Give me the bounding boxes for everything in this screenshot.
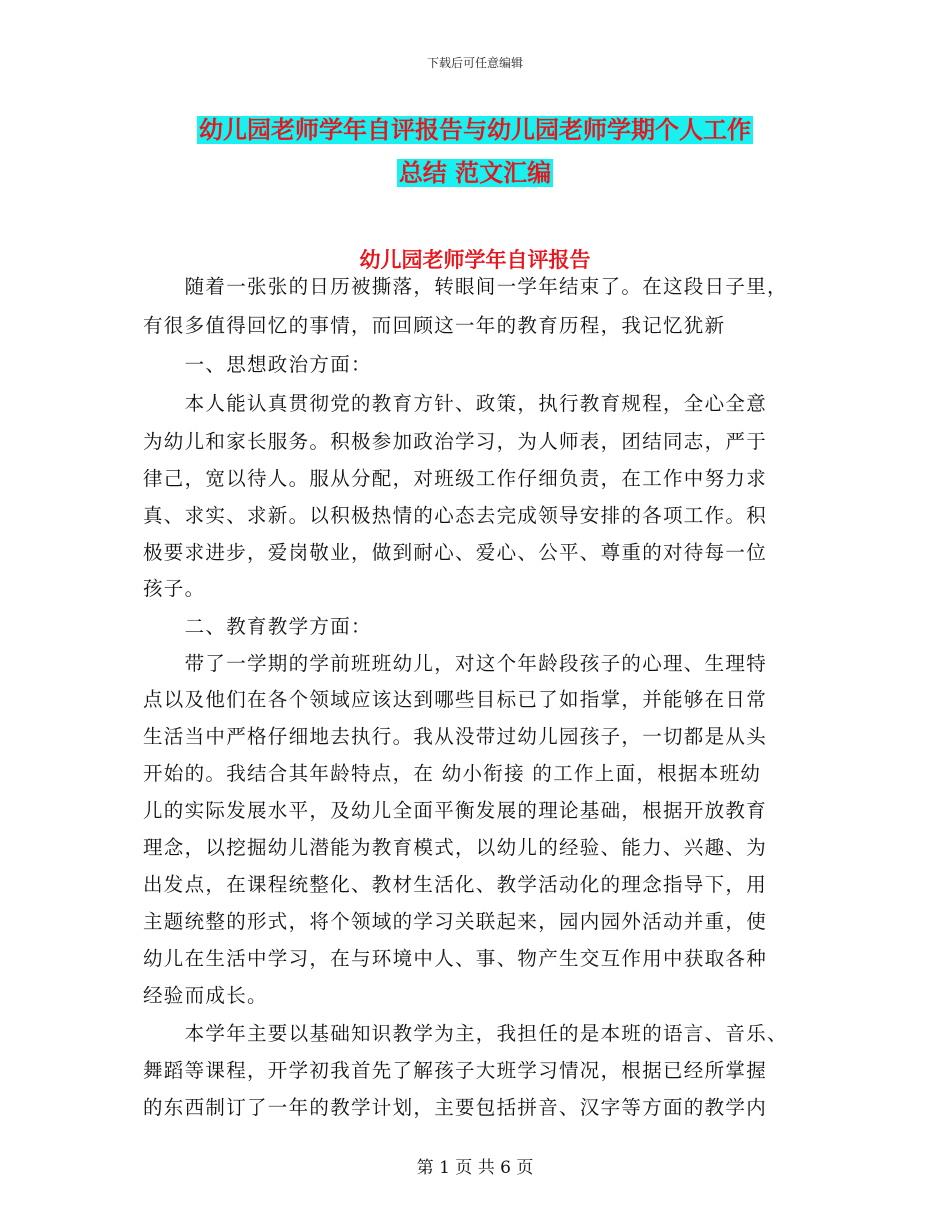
page-footer: 第 1 页 共 6 页: [416, 1158, 534, 1178]
body-line: 儿的实际发展水平，及幼儿全面平衡发展的理论基础，根据开放教育: [143, 799, 768, 822]
body-line: 幼儿在生活中学习，在与环境中人、事、物产生交互作用中获取各种: [143, 947, 768, 970]
body-line: 孩子。: [143, 577, 206, 600]
body-line: 经验而成长。: [143, 984, 268, 1007]
body-line: 生活当中严格仔细地去执行。我从没带过幼儿园孩子，一切都是从头: [143, 725, 768, 748]
document-title-line-1: [0, 113, 950, 147]
body-line: 理念，以挖掘幼儿潜能为教育模式，以幼儿的经验、能力、兴趣、为: [143, 836, 768, 859]
body-line: 极要求进步，爱岗敬业，做到耐心、爱心、公平、尊重的对待每一位: [143, 541, 768, 564]
body-line: 主题统整的形式，将个领域的学习关联起来，园内园外活动并重，使: [143, 910, 768, 933]
body-line: 一、思想政治方面：: [143, 353, 372, 376]
header-note: 下载后可任意编辑: [426, 56, 523, 70]
title-highlight-1: 幼儿园老师学年自评报告与幼儿园老师学期个人工作: [199, 116, 751, 144]
body-line: 带了一学期的学前班班幼儿，对这个年龄段孩子的心理、生理特: [143, 652, 768, 675]
body-line: 为幼儿和家长服务。积极参加政治学习，为人师表，团结同志，严于: [143, 430, 768, 453]
body-line: 律己，宽以待人。服从分配，对班级工作仔细负责，在工作中努力求: [143, 467, 768, 490]
body-line: 随着一张张的日历被撕落，转眼间一学年结束了。在这段日子里，: [143, 275, 788, 298]
body-line: 开始的。我结合其年龄特点，在 幼小衔接 的工作上面，根据本班幼: [143, 762, 762, 785]
document-title-line-2: [0, 156, 950, 190]
body-line: 舞蹈等课程，开学初我首先了解孩子大班学习情况，根据已经所掌握: [143, 1059, 768, 1082]
body-line: 二、教育教学方面：: [143, 615, 372, 638]
body-line: 出发点，在课程统整化、教材生活化、教学活动化的理念指导下，用: [143, 873, 768, 896]
body-line: 真、求实、求新。以积极热情的心态去完成领导安排的各项工作。积: [143, 504, 768, 527]
section-heading: 幼儿园老师学年自评报告: [359, 248, 591, 272]
body-line: 点以及他们在各个领域应该达到哪些目标已了如指掌，并能够在日常: [143, 688, 768, 711]
title-highlight-2: 总结 范文汇编: [398, 159, 552, 187]
body-line: 的东西制订了一年的教学计划，主要包括拼音、汉字等方面的教学内: [143, 1096, 768, 1119]
body-line: 有很多值得回忆的事情，而回顾这一年的教育历程，我记忆犹新: [143, 314, 726, 337]
body-line: 本学年主要以基础知识教学为主，我担任的是本班的语言、音乐、: [143, 1022, 788, 1045]
body-line: 本人能认真贯彻党的教育方针、政策，执行教育规程，全心全意: [143, 392, 768, 415]
